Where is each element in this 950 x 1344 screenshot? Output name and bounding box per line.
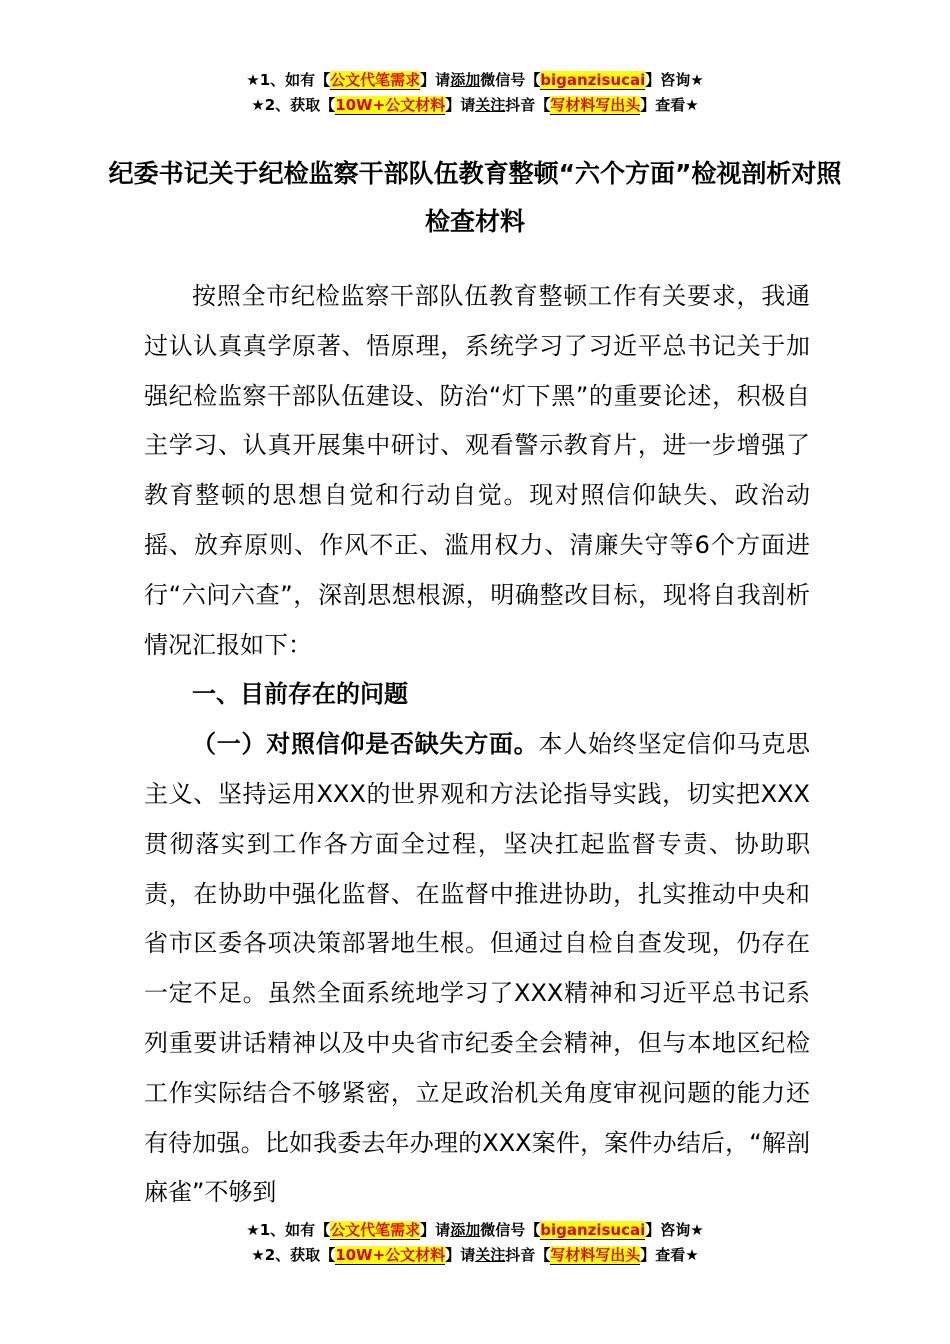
banner-highlight: biganzisucai	[540, 71, 646, 89]
intro-paragraph: 按照全市纪检监察干部队伍教育整顿工作有关要求，我通过认认真真学原著、悟原理，系统学习了习近平总书记关于加强纪检监察干部队伍建设、防治“灯下黑”的重要论述，积极自主学习、认真开展集中研讨、观看警示教育片，进一步增强了教育整顿的思想自觉和行动自觉。现对照信仰缺失、政治动摇、放弃原则、作风不正、滥用权力、清廉失守等6个方面进行“六问六查”，深剖思想根源，明确整改目标，现将自我剖析情况汇报如下：	[144, 282, 810, 659]
bottom-banner	[0, 1218, 950, 1268]
banner-line-1	[0, 1218, 950, 1243]
banner-text: ★1、如有【	[246, 1221, 331, 1239]
document-title: 纪委书记关于纪检监察干部队伍教育整顿“六个方面”检视剖析对照检查材料	[108, 159, 842, 236]
banner-highlight: biganzisucai	[540, 1221, 646, 1239]
banner-text: 微信号【	[480, 1221, 541, 1239]
banner-text: 抖音【	[505, 1246, 551, 1264]
banner-underline: 添加	[450, 71, 481, 89]
subsection-heading: （一）对照信仰是否缺失方面。	[192, 730, 539, 759]
banner-text: 】请	[445, 1246, 476, 1264]
banner-text: 】请	[445, 96, 476, 114]
subsection-text: 本人始终坚定信仰马克思主义、坚持运用XXX的世界观和方法论指导实践，切实把XXX贯彻落实到工作各方面全过程，坚决扛起监督专责、协助职责，在协助中强化监督、在监督中推进协助，扎实推动中央和省市区委各项决策部署地生根。但通过自检自查发现，仍存在一定不足。虽然全面系统地学习了XXX精神和习近平总书记系列重要讲话精神以及中央省市纪委全会精神，但与本地区纪检工作实际结合不够紧密，立足政治机关角度审视问题的能力还有待加强。比如我委去年办理的XXX案件，案件办结后，“解剖麻雀”不够到	[144, 730, 810, 1207]
subsection-paragraph	[144, 720, 810, 1218]
banner-underline: 添加	[450, 1221, 481, 1239]
banner-highlight: 公文代笔需求	[330, 1221, 421, 1239]
banner-highlight: 10W+公文材料	[335, 96, 446, 114]
banner-highlight: 10W+公文材料	[335, 1246, 446, 1264]
banner-underline: 关注	[475, 96, 506, 114]
banner-highlight: 写材料写出头	[550, 96, 641, 114]
banner-text: ★1、如有【	[246, 71, 331, 89]
banner-text: 】请	[420, 71, 451, 89]
banner-highlight: 公文代笔需求	[330, 71, 421, 89]
banner-highlight: 写材料写出头	[550, 1246, 641, 1264]
banner-underline: 关注	[475, 1246, 506, 1264]
banner-line-1	[0, 68, 950, 93]
banner-text: 】咨询★	[645, 1221, 704, 1239]
banner-text: 抖音【	[505, 96, 551, 114]
banner-text: 】查看★	[640, 1246, 699, 1264]
banner-text: 】咨询★	[645, 71, 704, 89]
banner-line-2	[0, 93, 950, 118]
banner-text: 】查看★	[640, 96, 699, 114]
section-heading: 一、目前存在的问题	[192, 680, 408, 709]
document-body	[144, 272, 810, 1218]
banner-text: ★2、获取【	[251, 1246, 336, 1264]
banner-text: ★2、获取【	[251, 96, 336, 114]
banner-text: 微信号【	[480, 71, 541, 89]
banner-line-2	[0, 1243, 950, 1268]
banner-text: 】请	[420, 1221, 451, 1239]
top-banner	[0, 68, 950, 118]
